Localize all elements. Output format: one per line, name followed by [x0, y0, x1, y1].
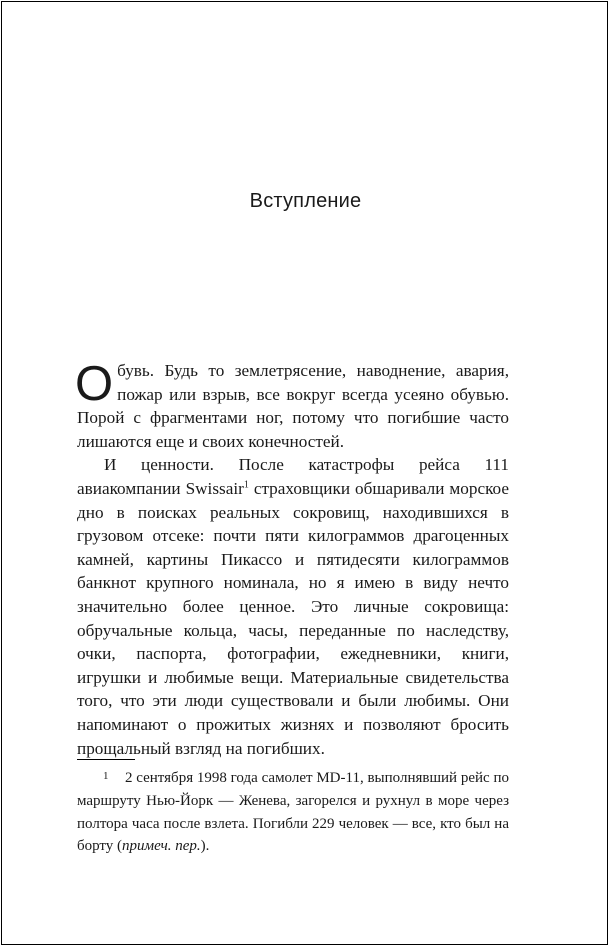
paragraph-2-text-start: И ценности. После катастрофы рейса 111 авиакомпании Swissair	[77, 455, 509, 498]
chapter-title: Вступление	[249, 190, 362, 212]
drop-cap: О	[75, 357, 114, 411]
main-text	[77, 359, 509, 760]
footnote: 1 2 сентября 1998 года самолет MD-11, выполнявший рейс по маршруту Нью-Йорк — Женева, загорелся и рухнул в море через полтора часа после взлета. Погибли 229 человек — все, кто был на борту (примеч. пер.).	[77, 770, 509, 855]
footnote-divider	[77, 759, 135, 760]
paragraph-1-text: бувь. Будь то землетрясение, наводнение, авария, пожар или взрыв, все вокруг всегда усеяно обувью. Порой с фрагментами ног, потому что погибшие часто лишаются еще и своих конечностей.	[77, 361, 509, 451]
footnote-translator-note: примеч. пер.	[122, 838, 201, 855]
paragraph-2-text-end: страховщики обшаривали морское дно в поисках реальных сокровищ, находившихся в грузовом отсеке: почти пяти килограммов драгоценных камней, картины Пикассо и пятидесяти килограммов банкнот крупного номинала, но я имею в виду нечто значительно более ценное. Это личные сокровища: обручальные кольца, часы, переданные по наследству, очки, паспорта, фотографии, ежедневники, книги, игрушки и любимые вещи. Материальные свидетельства того, что эти люди существовали и были любимы. Они напоминают о прожитых жизнях и позволяют бросить прощальный взгляд на погибших.	[77, 478, 509, 758]
paragraph-2	[77, 453, 509, 760]
footnote-reference[interactable]: 1	[243, 479, 249, 491]
footnote-text: 2 сентября 1998 года самолет MD-11, выполнявший рейс по маршруту Нью-Йорк — Женева, загорелся и рухнул в море через полтора часа после взлета. Погибли 229 человек — все, кто был на борту (	[77, 770, 509, 855]
footnote-text-end: ).	[200, 838, 210, 855]
paragraph-1	[77, 359, 509, 453]
